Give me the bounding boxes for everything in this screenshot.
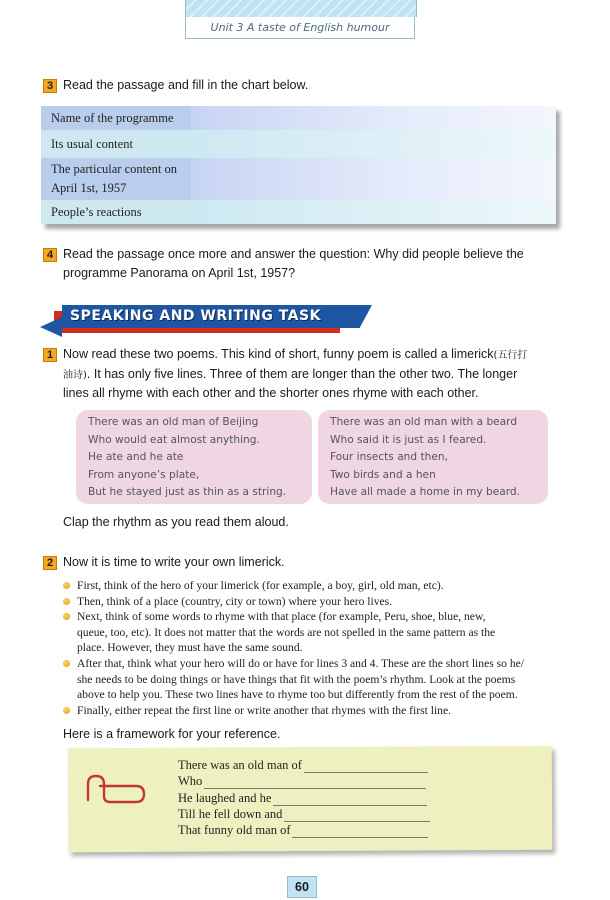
bullet-line: Then, think of a place (country, city or town) where your hero lives. [77, 594, 393, 608]
framework-line [178, 807, 430, 822]
bullet-line: After that, think what your hero will do or have for lines 3 and 4. These are the short lines so he/ [77, 656, 524, 670]
task-1-line-1 [63, 345, 527, 365]
blank-line[interactable] [204, 787, 426, 789]
task-1-line-2 [63, 365, 517, 385]
bullet-line: Finally, either repeat the first line or write another that rhymes with the first line. [77, 703, 451, 717]
section-banner [40, 305, 340, 337]
poem-line: Have all made a home in my beard. [330, 486, 521, 498]
poem-line: Who said it is just as I feared. [330, 433, 487, 446]
chinese-term-part2: 油诗) [63, 370, 87, 381]
framework-line [178, 791, 427, 806]
chart-row [41, 130, 556, 158]
paperclip-icon [80, 770, 150, 810]
chart-row-label [41, 158, 191, 200]
poem-line: There was an old man with a beard [330, 416, 518, 428]
bullet-item [63, 703, 561, 719]
fill-in-chart [41, 106, 556, 224]
bullet-icon [63, 613, 70, 620]
framework-text: Who [178, 774, 203, 788]
bullet-icon [63, 707, 70, 714]
blank-line[interactable] [304, 771, 428, 773]
poem-line: But he stayed just as thin as a string. [88, 486, 287, 498]
poem-line: Who would eat almost anything. [88, 433, 260, 446]
poem-line: From anyone’s plate, [88, 468, 200, 481]
chart-row [41, 158, 556, 200]
framework-line [178, 758, 428, 773]
task-1-text: Now read these two poems. This kind of short, funny poem is called a limerick [63, 347, 494, 361]
section-title: SPEAKING AND WRITING TASK [70, 308, 321, 324]
poem-line: He ate and he ate [88, 451, 184, 463]
poem-box-left [76, 410, 312, 504]
poem-line: Two birds and a hen [330, 468, 436, 481]
blank-line[interactable] [273, 804, 427, 806]
banner-arrow [40, 317, 62, 337]
chart-row-label-line: The particular content on [51, 162, 177, 176]
framework-text: Till he fell down and [178, 807, 283, 821]
task-2-number: 2 [43, 556, 57, 570]
header-band [185, 0, 417, 17]
chart-answer-cell[interactable] [191, 200, 556, 224]
task-2-instruction: Now it is time to write your own limerick. [63, 555, 285, 569]
task-3-number: 3 [43, 79, 57, 93]
task-4-number: 4 [43, 248, 57, 262]
task-2-bullets [63, 578, 561, 718]
poem-line: Four insects and then, [330, 451, 448, 463]
task-1-text: . It has only five lines. Three of them are longer than the other two. The longer [86, 367, 518, 381]
task-1-line-3: lines all rhyme with each other and the shorter ones rhyme with each other. [63, 386, 479, 400]
chart-row-label: Its usual content [41, 130, 191, 158]
bullet-item [63, 578, 561, 594]
chart-answer-cell[interactable] [191, 106, 556, 130]
task-4-line-2: programme Panorama on April 1st, 1957? [63, 266, 296, 280]
blank-line[interactable] [284, 820, 430, 822]
bullet-icon [63, 660, 70, 667]
chart-answer-cell[interactable] [191, 130, 556, 158]
page-number: 60 [287, 876, 317, 898]
framework-line [178, 774, 426, 789]
blank-line[interactable] [292, 836, 428, 838]
task-1-number: 1 [43, 348, 57, 362]
framework-intro: Here is a framework for your reference. [63, 727, 281, 741]
bullet-item [63, 609, 561, 656]
bullet-item [63, 656, 561, 703]
framework-line [178, 823, 428, 838]
chart-row-label: Name of the programme [41, 106, 191, 130]
poem-line: There was an old man of Beijing [88, 416, 259, 428]
chart-row-label: People’s reactions [41, 200, 191, 224]
chinese-term-part1: (五行打 [493, 350, 528, 361]
bullet-line: above to help you. These two lines have to rhyme too but differently from the rest of the poem. [77, 688, 518, 702]
bullet-line: queue, too, etc). It does not matter that the words are not spelled in the same pattern as the [77, 625, 496, 639]
bullet-item [63, 594, 561, 610]
bullet-line: she needs to be doing things or have things that fit with the poem’s rhythm. Look at the poems [77, 672, 516, 686]
bullet-line: Next, think of some words to rhyme with that place (for example, Peru, shoe, blue, new, [77, 610, 486, 624]
bullet-line: place. However, they must have the same sound. [77, 641, 303, 655]
poem-box-right [318, 410, 548, 504]
bullet-icon [63, 598, 70, 605]
framework-text: That funny old man of [178, 823, 291, 837]
task-3-instruction: Read the passage and fill in the chart below. [63, 78, 309, 92]
framework-text: He laughed and he [178, 791, 272, 805]
task-4-line-1: Read the passage once more and answer the question: Why did people believe the [63, 247, 524, 261]
bullet-icon [63, 582, 70, 589]
framework-text: There was an old man of [178, 758, 302, 772]
chart-row [41, 106, 556, 130]
chart-row-label-line: April 1st, 1957 [51, 181, 127, 195]
task-1-after: Clap the rhythm as you read them aloud. [63, 515, 289, 529]
chart-answer-cell[interactable] [191, 158, 556, 200]
unit-title: Unit 3 A taste of English humour [185, 17, 415, 39]
bullet-line: First, think of the hero of your limerick (for example, a boy, girl, old man, etc). [77, 579, 444, 592]
chart-row [41, 200, 556, 224]
